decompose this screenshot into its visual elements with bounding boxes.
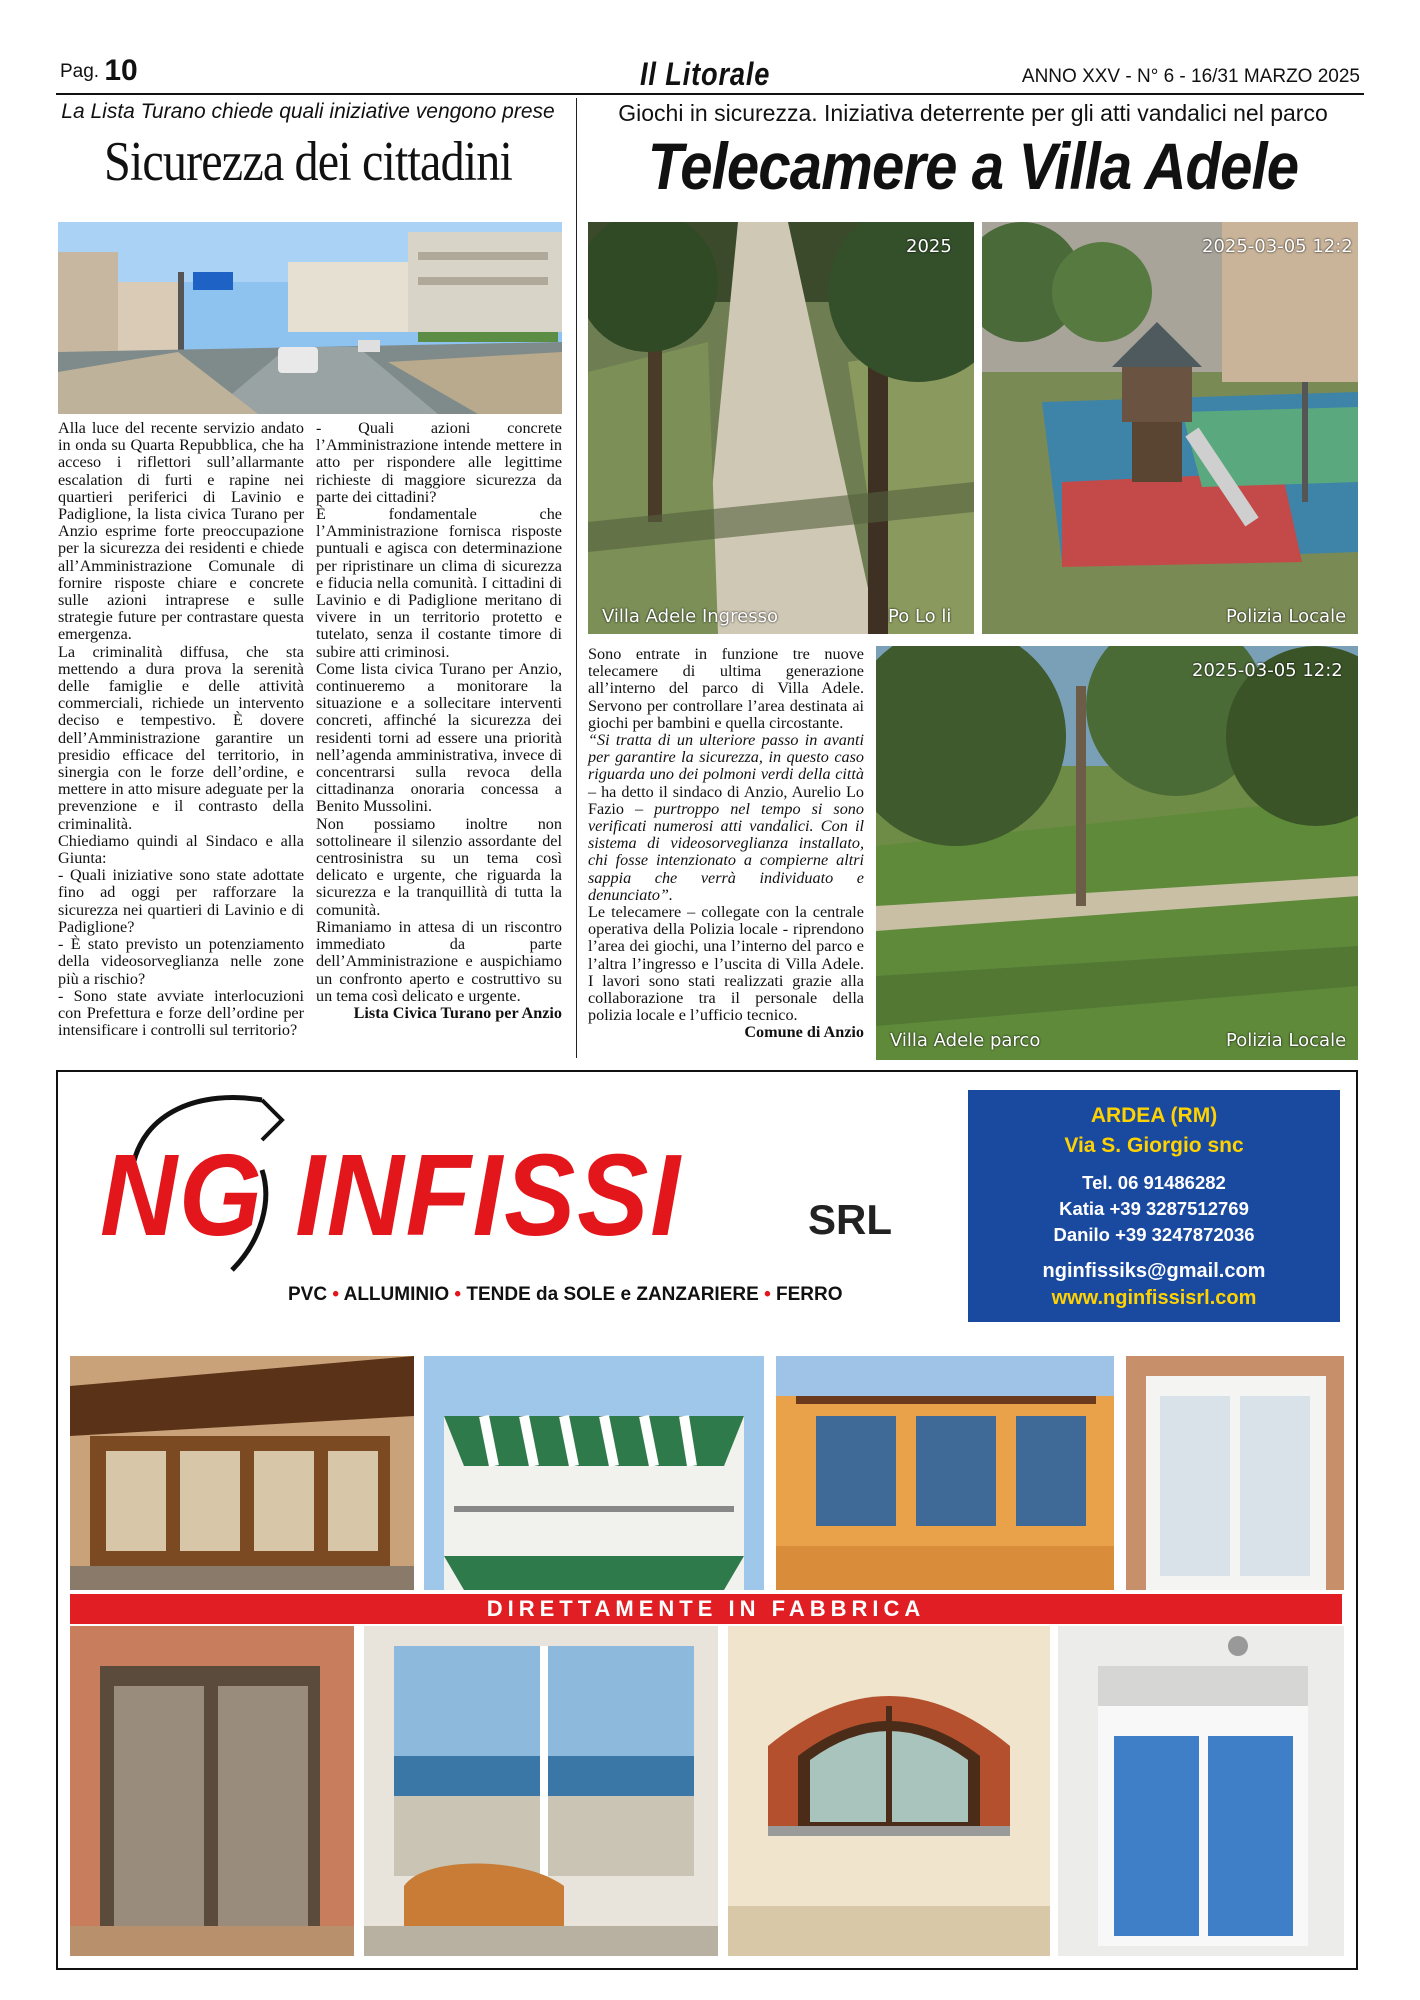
product-item: ALLUMINIO xyxy=(343,1284,450,1305)
product-item: FERRO xyxy=(776,1284,843,1305)
camera-location-label: Villa Adele Ingresso xyxy=(602,606,778,627)
left-title: Sicurezza dei cittadini xyxy=(103,131,513,193)
paragraph: - È stato previsto un potenziamento della videosorveglianza nelle zone più a rischio? xyxy=(58,935,304,988)
paragraph: Chiediamo quindi al Sindaco e alla Giunta: xyxy=(58,831,304,868)
issue-info: ANNO XXV - N° 6 - 16/31 MARZO 2025 xyxy=(1021,66,1360,87)
product-photo-arched-window xyxy=(728,1626,1050,1956)
camera-location-label: Villa Adele parco xyxy=(890,1030,1041,1051)
quote-text: “Si tratta di un ulteriore passo in avanti per garantire la sicurezza, in questo caso riguarda uno dei polmoni verdi della città xyxy=(588,731,864,784)
camera-timestamp: 2025-03-05 12:2 xyxy=(1202,236,1353,257)
product-photo-mosquito-net xyxy=(70,1626,354,1956)
contact-danilo: Danilo +39 3247872036 xyxy=(1053,1224,1255,1245)
left-column-1 xyxy=(58,420,304,1039)
product-photo-windows xyxy=(776,1356,1114,1590)
paragraph: Le telecamere – collegate con la centrale operativa della Polizia locale - riprendono l’area dei giochi, una l’interno del parco e l’altra l’ingresso e l’uscita di Villa Adele. I lavori sono stati realizzati grazie alla collaborazione tra il personale della polizia locale e l’ufficio tecnico. xyxy=(588,903,864,1025)
header-divider xyxy=(56,93,1364,95)
left-signature: Lista Civica Turano per Anzio xyxy=(353,1003,562,1022)
camera-photo-playground xyxy=(982,222,1358,634)
contact-city: ARDEA (RM) xyxy=(1090,1104,1218,1127)
product-item: PVC xyxy=(288,1284,328,1305)
camera-owner-label: Po Lo li xyxy=(888,606,952,627)
contact-address: Via S. Giorgio snc xyxy=(1064,1134,1244,1157)
product-photo-roller-shutter xyxy=(1058,1626,1344,1956)
page-number-value: 10 xyxy=(104,54,138,87)
paragraph: Alla luce del recente servizio andato in onda su Quarta Repubblica, che ha acceso i riflettori sull’allarmante escalation di furti e rapine nei quartieri periferici di Lavinio e Padiglione, la lista civica Turano per Anzio esprime forte preoccupazione per la sicurezza dei residenti e chiede all’Amministrazione Comunale di fornire risposte chiare e concrete sulle azioni intraprese e sulle strategie future per contrastare questa emergenza. xyxy=(58,419,304,644)
contact-phone: Tel. 06 91486282 xyxy=(1082,1172,1226,1193)
camera-photo-entrance xyxy=(588,222,974,634)
paragraph: È fondamentale che l’Amministrazione fornisca risposte puntuali e agisca con determinazione per ripristinare un clima di sicurezza e fiducia nella comunità. I cittadini di Lavinio e di Padiglione meritano di vivere in un territorio protetto e tutelato, senza il costante timore di subire atti criminosi. xyxy=(316,505,562,661)
camera-timestamp: 2025-03-05 12:2 xyxy=(1192,660,1343,681)
product-item: TENDE da SOLE e ZANZARIERE xyxy=(466,1284,759,1305)
street-photo xyxy=(58,222,562,414)
paragraph: Come lista civica Turano per Anzio, continueremo a monitorare la situazione e a sollecitare interventi concreti, affinché la sicurezza dei residenti torni ad essere una priorità nell’agenda amministrativa, invece di concentrarsi sulla revoca della cittadinanza onoraria concessa a Benito Mussolini. xyxy=(316,659,562,816)
quote-attribution: – ha detto il sindaco di Anzio, Aurelio Lo Fazio – xyxy=(588,782,864,818)
paragraph: - Quali azioni concrete l’Amministrazione intende mettere in atto per rispondere alle legittime richieste di maggiore sicurezza da parte dei cittadini? xyxy=(316,419,562,506)
left-column-2 xyxy=(316,420,562,1022)
contact-website: www.nginfissisrl.com xyxy=(1051,1287,1257,1309)
factory-banner: DIRETTAMENTE IN FABBRICA xyxy=(70,1594,1342,1624)
page-label: Pag. xyxy=(60,61,100,82)
paragraph: - Quali iniziative sono state adottate fino ad oggi per rafforzare la sicurezza nei quartieri di Lavinio e di Padiglione? xyxy=(58,866,304,936)
brand-suffix: SRL xyxy=(808,1196,892,1243)
contact-katia: Katia +39 3287512769 xyxy=(1059,1198,1249,1219)
product-photo-door xyxy=(1126,1356,1344,1590)
column-divider xyxy=(576,98,577,1058)
paragraph: La criminalità diffusa, che sta mettendo a dura prova la serenità delle famiglie e delle attività commerciali, richiede un intervento deciso e tempestivo. È dovere dell’Amministrazione garantire un presidio efficace del territorio, in sinergia con le forze dell’ordine, e mettere in atto misure adeguate per la prevenzione e il contrasto della criminalità. xyxy=(58,642,304,833)
page-number xyxy=(60,54,138,88)
paragraph: - Sono state avviate interlocuzioni con Prefettura e forze dell’ordine per intensificare i controlli sul territorio? xyxy=(58,986,304,1040)
product-photo-veranda xyxy=(70,1356,414,1590)
product-photo-sliding-door xyxy=(364,1626,718,1956)
camera-timestamp: 2025 xyxy=(906,236,952,257)
newspaper-logo: Il Litorale xyxy=(640,56,771,92)
right-article-body xyxy=(588,646,864,1042)
contact-email: nginfissiks@gmail.com xyxy=(1042,1260,1266,1282)
paragraph: Non possiamo inoltre non sottolineare il silenzio assordante del centrosinistra su un tema così delicato e urgente, che riguarda la sicurezza e la tranquillità di tutta la comunità. xyxy=(316,814,562,919)
paragraph: Sono entrate in funzione tre nuove telecamere di ultima generazione all’interno del parco di Villa Adele. Servono per controllare l’area destinata ai giochi per bambini e quella circostante. xyxy=(588,645,864,732)
brand-name: NG INFISSI xyxy=(100,1130,682,1260)
paragraph: Rimaniamo in attesa di un riscontro immediato da parte dell’Amministrazione e auspichiamo un confronto aperto e costruttivo su un tema così delicato e urgente. xyxy=(316,917,562,1005)
camera-owner-label: Polizia Locale xyxy=(1226,606,1347,627)
product-list: PVC • ALLUMINIO • TENDE da SOLE e ZANZARIERE • FERRO xyxy=(288,1284,843,1305)
contact-box xyxy=(968,1090,1340,1322)
quote-text: purtroppo nel tempo si sono verificati numerosi atti vandalici. Con il sistema di videosorveglianza installato, chi fosse intenzionato a compierne altri sappia che verrà individuato e denunciato”. xyxy=(588,799,864,904)
camera-photo-park xyxy=(876,646,1358,1060)
right-kicker: Giochi in sicurezza. Iniziativa deterrente per gli atti vandalici nel parco xyxy=(618,100,1328,126)
quote-paragraph xyxy=(588,732,864,904)
right-title: Telecamere a Villa Adele xyxy=(647,129,1299,203)
product-photo-awning xyxy=(424,1356,764,1590)
right-signature: Comune di Anzio xyxy=(744,1023,864,1042)
left-kicker: La Lista Turano chiede quali iniziative vengono prese xyxy=(61,100,555,123)
camera-owner-label: Polizia Locale xyxy=(1226,1030,1347,1051)
